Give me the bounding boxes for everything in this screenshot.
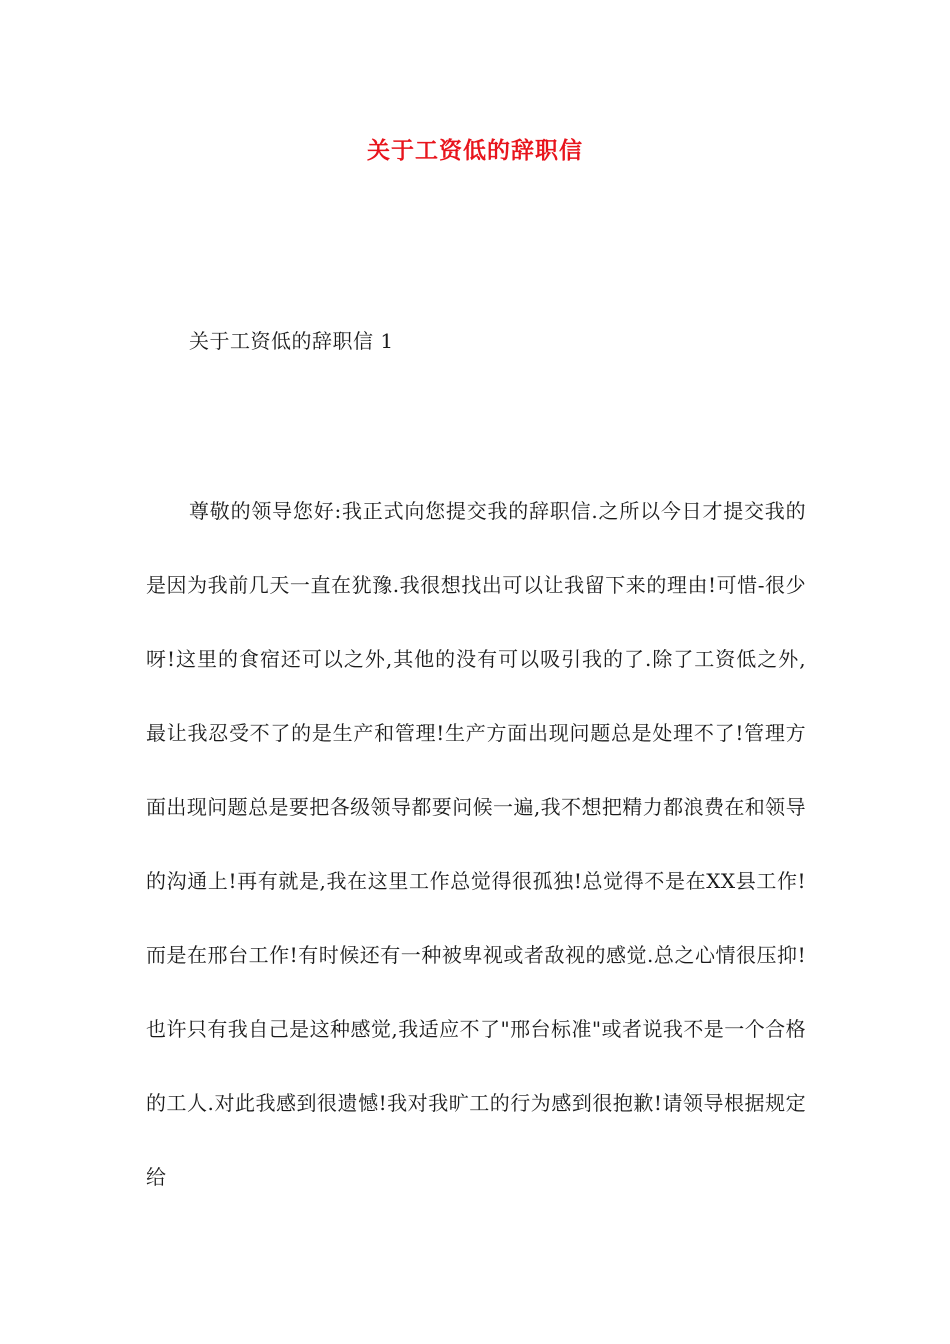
section-heading: 关于工资低的辞职信 1	[189, 329, 394, 353]
document-title: 关于工资低的辞职信	[367, 137, 583, 164]
letter-paragraph: 尊敬的领导您好:我正式向您提交我的辞职信.之所以今日才提交我的是因为我前几天一直在犹豫.我很想找出可以让我留下来的理由!可惜-很少呀!这里的食宿还可以之外,其他的没有可以吸引我的了.除了工资低之外,最让我忍受不了的是生产和管理!生产方面出现问题总是处理不了!管理方面出现问题总是要把各级领导都要问候一遍,我不想把精力都浪费在和领导的沟通上!再有就是,我在这里工作总觉得很孤独!总觉得不是在XX县工作!而是在邢台工作!有时候还有一种被卑视或者敌视的感觉.总之心情很压抑!也许只有我自己是这种感觉,我适应不了"邢台标准"或者说我不是一个合格的工人.对此我感到很遗憾!我对我旷工的行为感到很抱歉!请领导根据规定给	[146, 499, 806, 1189]
